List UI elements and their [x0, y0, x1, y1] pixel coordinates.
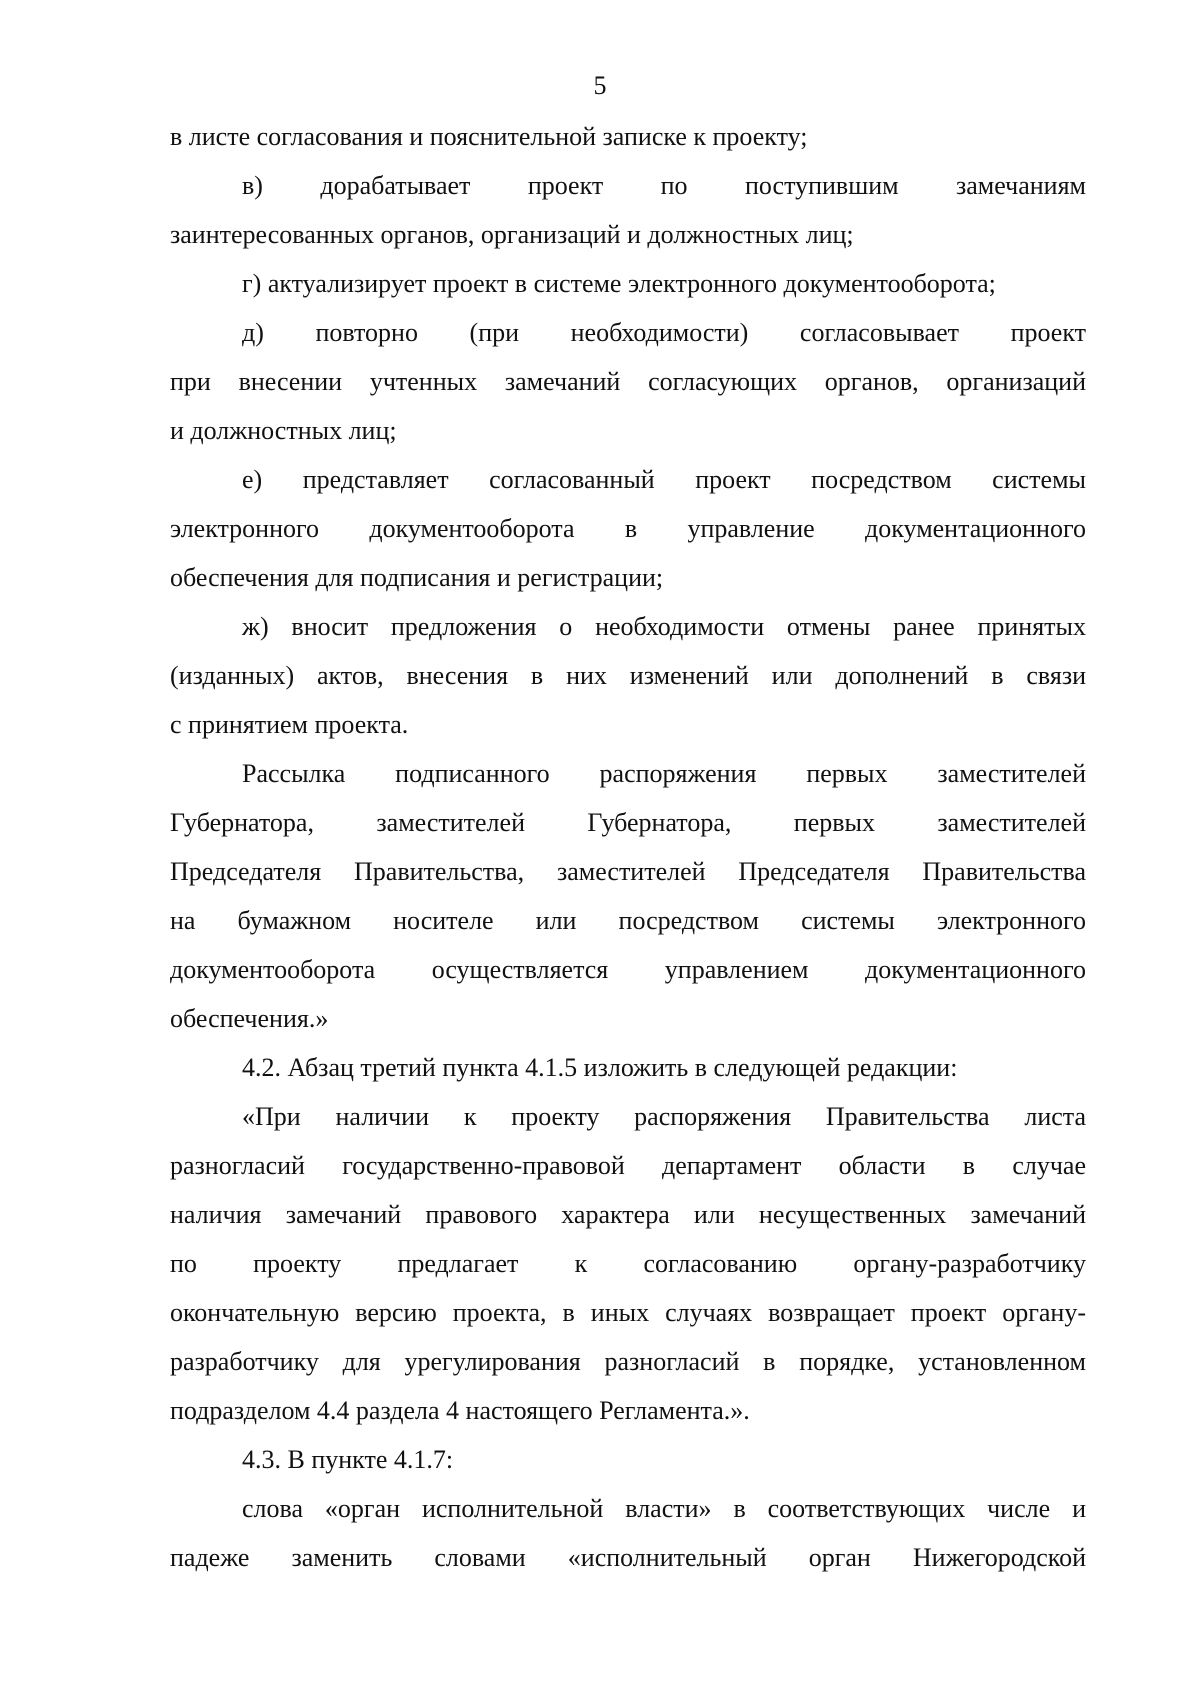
- text-line: д) повторно (при необходимости) согласовывает проект: [242, 318, 1086, 347]
- text-line: (изданных) актов, внесения в них изменений или дополнений в связи: [170, 661, 1086, 690]
- paragraph: [170, 259, 1086, 308]
- paragraph: [170, 1435, 1086, 1484]
- text-line: слова «орган исполнительной власти» в соответствующих числе и: [242, 1494, 1086, 1523]
- paragraph: [170, 161, 1086, 259]
- paragraph: [170, 1092, 1086, 1435]
- text-line: 4.3. В пункте 4.1.7:: [242, 1445, 454, 1474]
- text-line: падеже заменить словами «исполнительный орган Нижегородской: [170, 1543, 1086, 1572]
- text-line: в листе согласования и пояснительной записке к проекту;: [170, 122, 808, 151]
- text-line: ж) вносит предложения о необходимости отмены ранее принятых: [242, 612, 1086, 641]
- text-line: разработчику для урегулирования разногласий в порядке, установленном: [170, 1347, 1086, 1376]
- paragraph: [170, 112, 1086, 161]
- text-line: при внесении учтенных замечаний согласующих органов, организаций: [170, 367, 1086, 396]
- text-line: по проекту предлагает к согласованию органу-разработчику: [170, 1249, 1086, 1278]
- text-line: окончательную версию проекта, в иных случаях возвращает проект органу-: [170, 1298, 1086, 1327]
- text-line: «При наличии к проекту распоряжения Правительства листа: [242, 1102, 1086, 1131]
- text-line: г) актуализирует проект в системе электронного документооборота;: [242, 269, 996, 298]
- text-line: Рассылка подписанного распоряжения первых заместителей: [242, 759, 1086, 788]
- text-line: заинтересованных органов, организаций и должностных лиц;: [170, 220, 854, 249]
- page-number: 5: [593, 71, 607, 100]
- text-line: разногласий государственно-правовой департамент области в случае: [170, 1151, 1086, 1180]
- text-line: обеспечения для подписания и регистрации;: [170, 563, 664, 592]
- paragraph: [170, 1043, 1086, 1092]
- text-line: наличия замечаний правового характера или несущественных замечаний: [170, 1200, 1086, 1229]
- paragraph: [170, 455, 1086, 602]
- paragraph: [170, 1484, 1086, 1582]
- text-line: 4.2. Абзац третий пункта 4.1.5 изложить в следующей редакции:: [242, 1053, 958, 1082]
- document-body: [170, 112, 1086, 1582]
- text-line: на бумажном носителе или посредством системы электронного: [170, 906, 1086, 935]
- text-line: и должностных лиц;: [170, 416, 397, 445]
- text-line: Губернатора, заместителей Губернатора, первых заместителей: [170, 808, 1086, 837]
- text-line: документооборота осуществляется управлением документационного: [170, 955, 1086, 984]
- text-line: электронного документооборота в управление документационного: [170, 514, 1086, 543]
- paragraph: [170, 602, 1086, 749]
- text-line: подразделом 4.4 раздела 4 настоящего Регламента.».: [170, 1396, 750, 1425]
- text-line: с принятием проекта.: [170, 710, 409, 739]
- paragraph: [170, 308, 1086, 455]
- text-line: в) дорабатывает проект по поступившим замечаниям: [242, 171, 1086, 200]
- text-line: е) представляет согласованный проект посредством системы: [242, 465, 1086, 494]
- text-line: Председателя Правительства, заместителей Председателя Правительства: [170, 857, 1086, 886]
- paragraph: [170, 749, 1086, 1043]
- text-line: обеспечения.»: [170, 1004, 329, 1033]
